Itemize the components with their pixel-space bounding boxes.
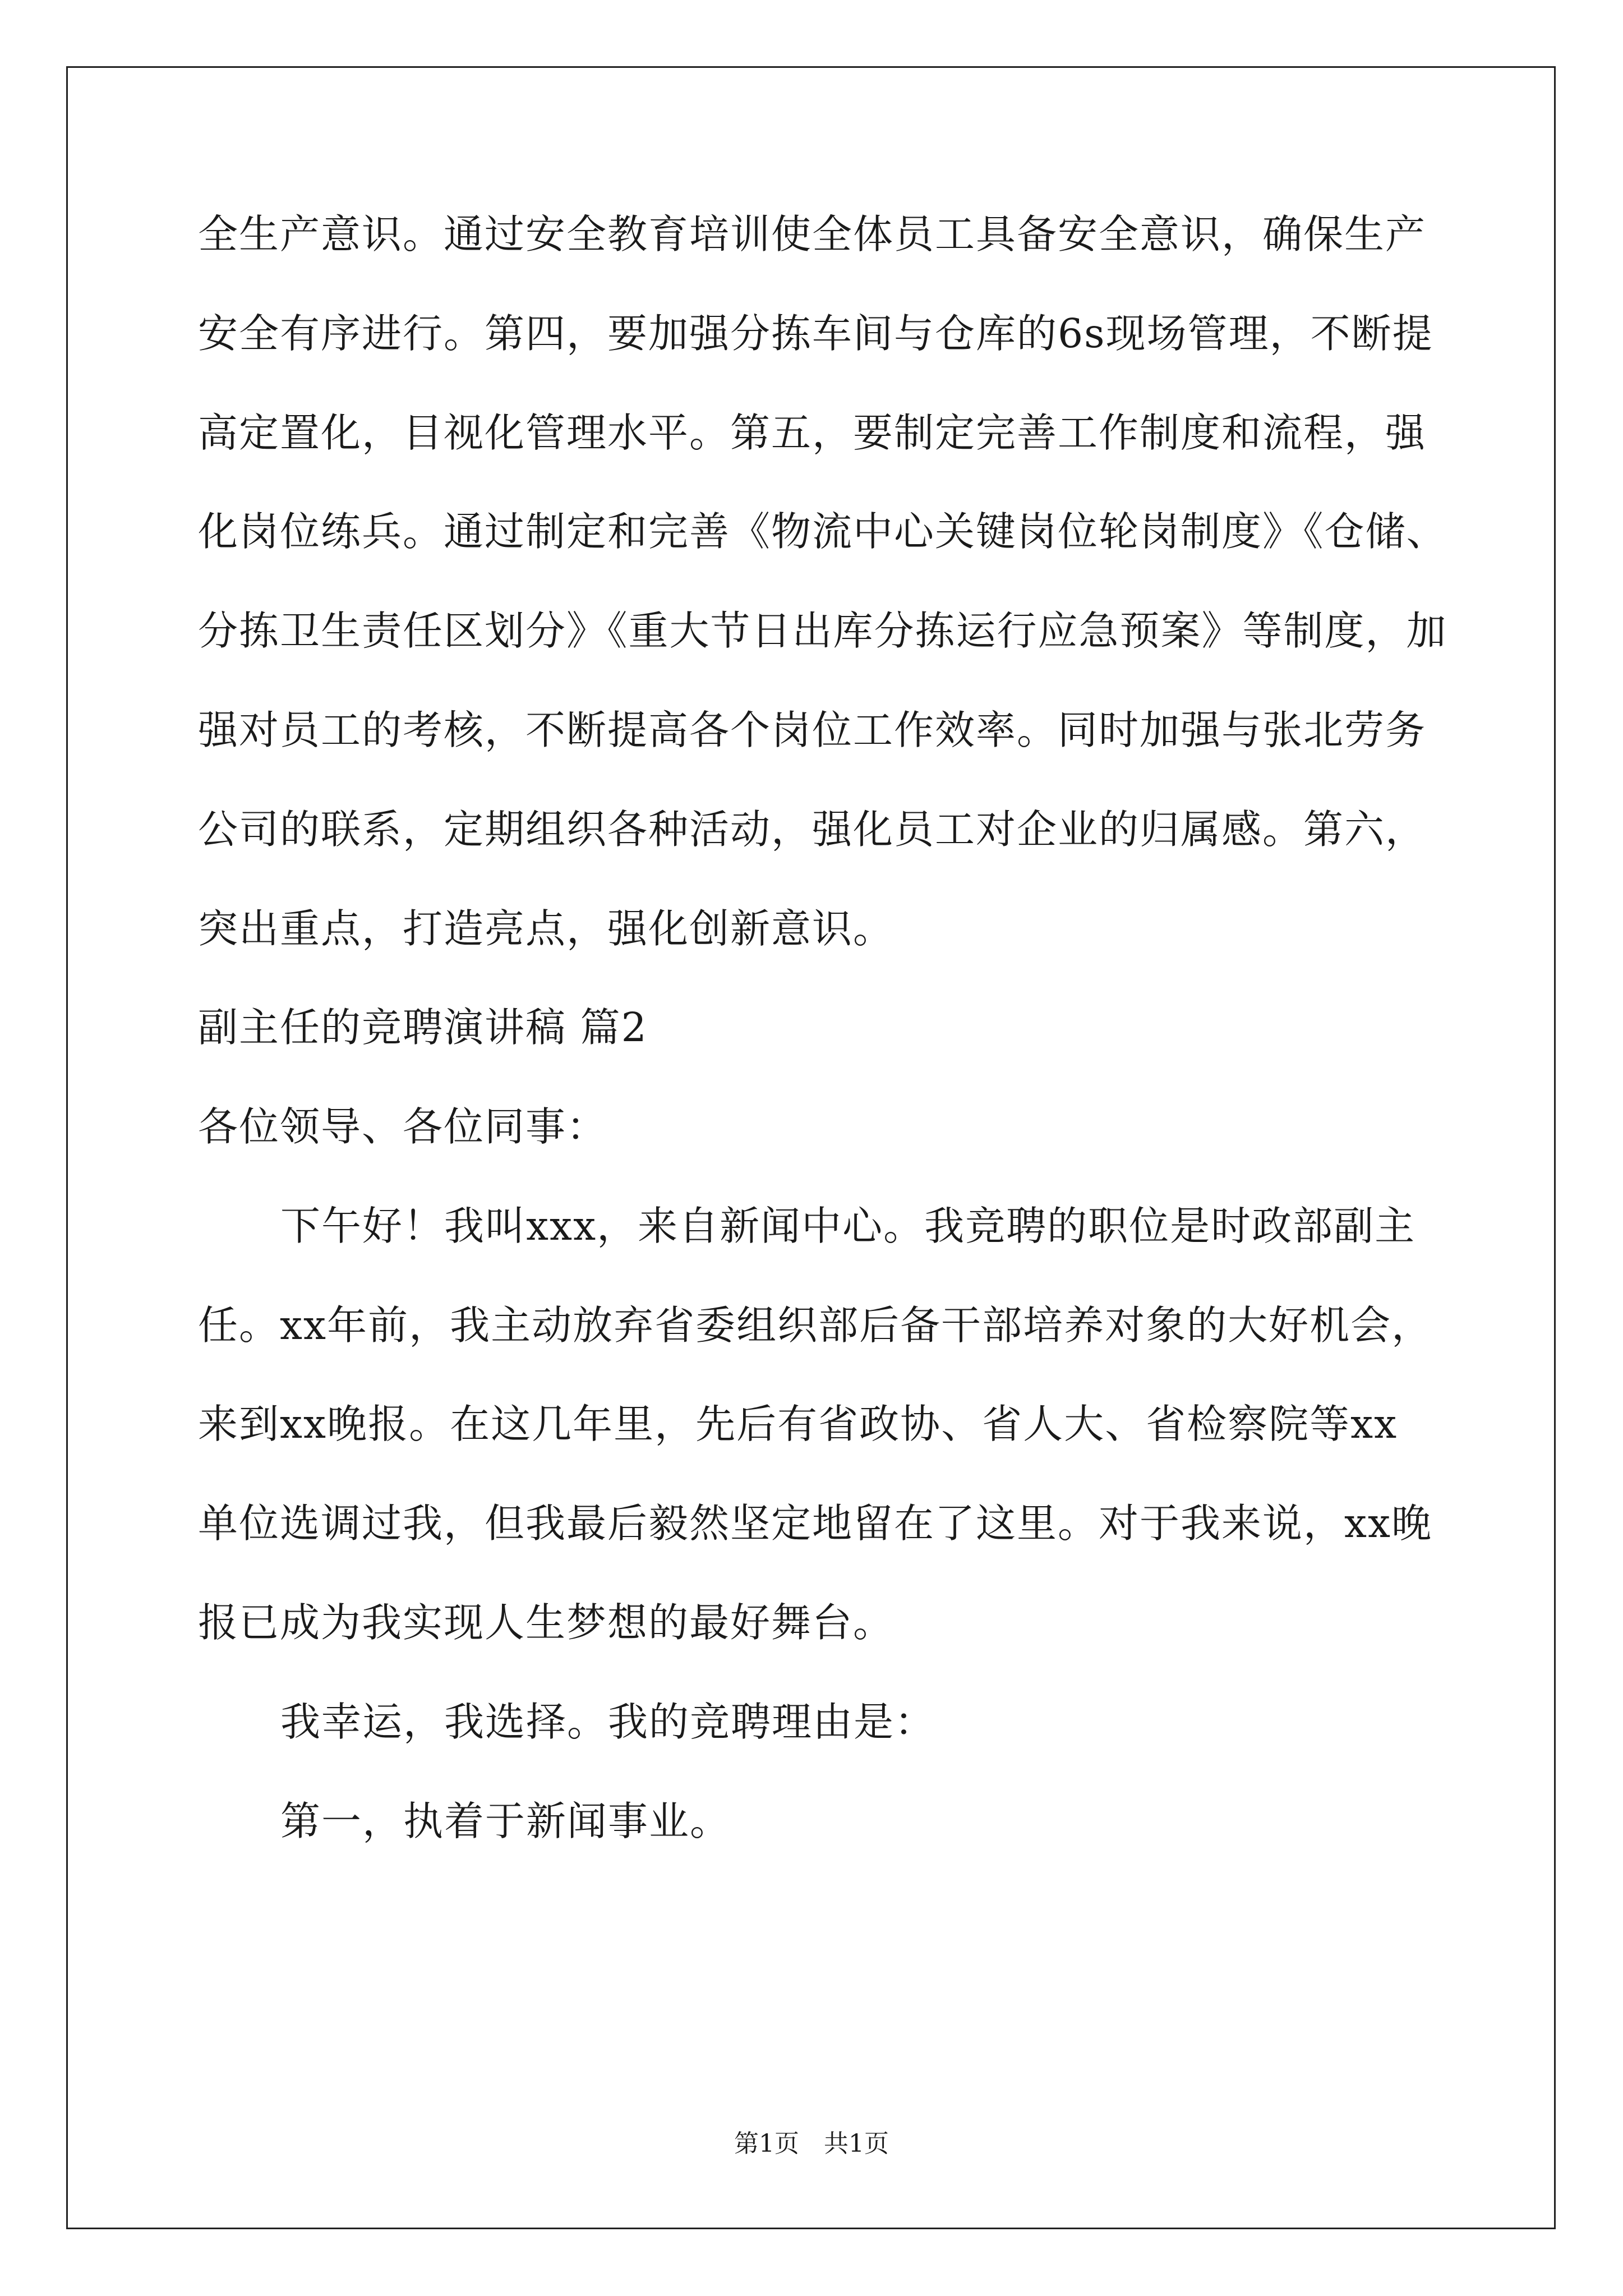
body-text-line: 强对员工的考核，不断提高各个岗位工作效率。同时加强与张北劳务 [198,707,1427,753]
body-text-line: 化岗位练兵。通过制定和完善《物流中心关键岗位轮岗制度》《仓储、 [198,508,1447,555]
body-text-line: 公司的联系，定期组织各种活动，强化员工对企业的归属感。第六， [198,806,1427,853]
body-text-line: 报已成为我实现人生梦想的最好舞台。 [198,1599,895,1646]
body-text-line: 突出重点，打造亮点，强化创新意识。 [198,905,895,952]
body-text-line: 单位选调过我，但我最后毅然坚定地留在了这里。对于我来说，xx晚 [198,1500,1433,1547]
salutation: 各位领导、各位同事： [198,1103,608,1150]
body-text-line: 来到xx晚报。在这几年里，先后有省政协、省人大、省检察院等xx [198,1401,1398,1447]
body-text-line: 第一，执着于新闻事业。 [280,1798,731,1844]
body-text-line: 下午好！我叫xxx，来自新闻中心。我竞聘的职位是时政部副主 [280,1203,1416,1249]
body-text-line: 安全有序进行。第四，要加强分拣车间与仓库的6s现场管理，不断提 [198,310,1433,357]
body-text-line: 分拣卫生责任区划分》《重大节日出库分拣运行应急预案》等制度，加 [198,608,1447,654]
page-number-footer: 第1页 共1页 [734,2129,889,2158]
body-text-line: 任。xx年前，我主动放弃省委组织部后备干部培养对象的大好机会， [198,1302,1433,1349]
section-heading: 副主任的竞聘演讲稿 篇2 [198,1004,648,1051]
body-text-line: 我幸运，我选择。我的竞聘理由是： [280,1699,936,1745]
body-text-line: 全生产意识。通过安全教育培训使全体员工具备安全意识，确保生产 [198,211,1427,257]
body-text-line: 高定置化，目视化管理水平。第五，要制定完善工作制度和流程，强 [198,409,1427,456]
